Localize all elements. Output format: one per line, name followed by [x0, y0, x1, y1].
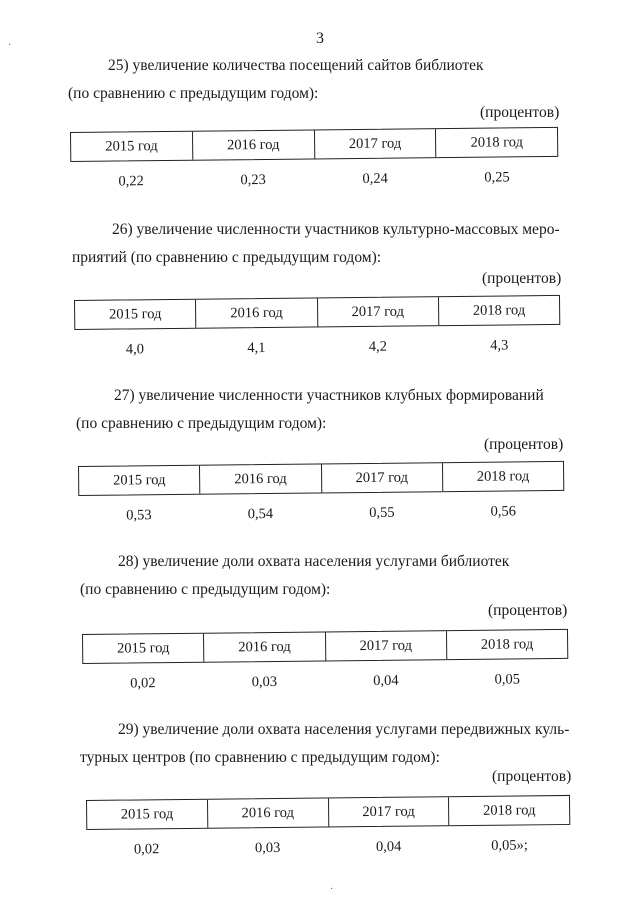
year-cell: 2017 год — [325, 631, 447, 660]
value-cell: 0,03 — [254, 839, 281, 857]
year-cell: 2018 год — [480, 635, 534, 653]
year-cell: 2017 год — [328, 797, 449, 826]
value-cell: 0,53 — [126, 507, 152, 524]
year-cell: 2016 год — [193, 130, 315, 159]
value-cell: 0,22 — [118, 173, 144, 190]
year-cell: 2015 год — [87, 800, 208, 829]
value-cell: 0,24 — [362, 170, 388, 187]
year-cell: 2018 год — [476, 467, 530, 485]
unit-label: (процентов) — [484, 436, 564, 453]
year-cell: 2017 год — [314, 129, 436, 158]
year-table — [86, 795, 570, 830]
value-cell: 0,04 — [373, 672, 399, 689]
year-table — [82, 629, 568, 664]
page-number: 3 — [316, 30, 324, 47]
year-cell: 2018 год — [482, 801, 536, 819]
value-cell: 0,04 — [375, 838, 402, 855]
year-cell: 2016 год — [208, 798, 329, 827]
indicator-text-line-2: приятий (по сравнению с предыдущим годом): — [72, 249, 382, 266]
value-cell: 0,03 — [251, 673, 278, 691]
indicator-text-line-2: (по сравнению с предыдущим годом): — [76, 415, 327, 432]
value-cell: 0,23 — [240, 171, 266, 189]
year-table — [70, 127, 558, 162]
value-cell: 0,05»; — [491, 837, 528, 854]
value-cell: 4,0 — [125, 341, 144, 358]
year-cell: 2015 год — [75, 300, 197, 329]
indicator-text-line-1: 29) увеличение доли охвата населения услугами передвижных куль- — [118, 721, 570, 738]
value-cell: 0,02 — [133, 841, 160, 858]
value-cell: 4,1 — [247, 339, 266, 357]
values-row — [78, 501, 564, 526]
year-cell: 2015 год — [79, 466, 201, 495]
scan-speck: · — [8, 40, 12, 51]
indicator-text-line-1: 27) увеличение численности участников клубных формирований — [114, 387, 544, 404]
value-cell: 4,2 — [368, 338, 387, 355]
value-cell: 0,25 — [484, 169, 510, 186]
indicator-text-line-1: 28) увеличение доли охвата населения услугами библиотек — [118, 553, 510, 570]
unit-label: (процентов) — [492, 768, 572, 785]
value-cell: 0,05 — [494, 671, 521, 688]
values-row — [74, 335, 560, 360]
year-cell: 2017 год — [317, 297, 439, 326]
year-table — [78, 461, 564, 496]
year-cell: 2016 год — [200, 464, 322, 493]
values-row — [82, 669, 568, 694]
year-cell: 2016 год — [196, 298, 318, 327]
year-cell: 2018 год — [472, 301, 526, 319]
indicator-text-line-1: 26) увеличение численности участников культурно-массовых меро- — [112, 221, 560, 238]
year-cell: 2017 год — [321, 463, 443, 492]
year-table — [74, 295, 560, 330]
unit-label: (процентов) — [488, 602, 568, 619]
unit-label: (процентов) — [480, 104, 560, 121]
values-row — [86, 835, 570, 860]
scan-speck: · — [330, 884, 334, 895]
value-cell: 4,3 — [490, 337, 509, 354]
value-cell: 0,55 — [369, 504, 395, 521]
value-cell: 0,56 — [490, 503, 517, 520]
year-cell: 2015 год — [83, 634, 205, 663]
year-cell: 2018 год — [470, 133, 524, 151]
year-cell: 2015 год — [71, 132, 193, 161]
indicator-text-line-2: (по сравнению с предыдущим годом): — [68, 85, 319, 102]
values-row — [70, 167, 558, 192]
year-cell: 2016 год — [204, 632, 326, 661]
value-cell: 0,02 — [130, 675, 156, 692]
indicator-text-line-2: турных центров (по сравнению с предыдущим годом): — [80, 749, 440, 766]
value-cell: 0,54 — [247, 505, 274, 523]
indicator-text-line-2: (по сравнению с предыдущим годом): — [80, 581, 331, 598]
indicator-text-line-1: 25) увеличение количества посещений сайтов библиотек — [108, 57, 484, 74]
unit-label: (процентов) — [482, 270, 562, 287]
